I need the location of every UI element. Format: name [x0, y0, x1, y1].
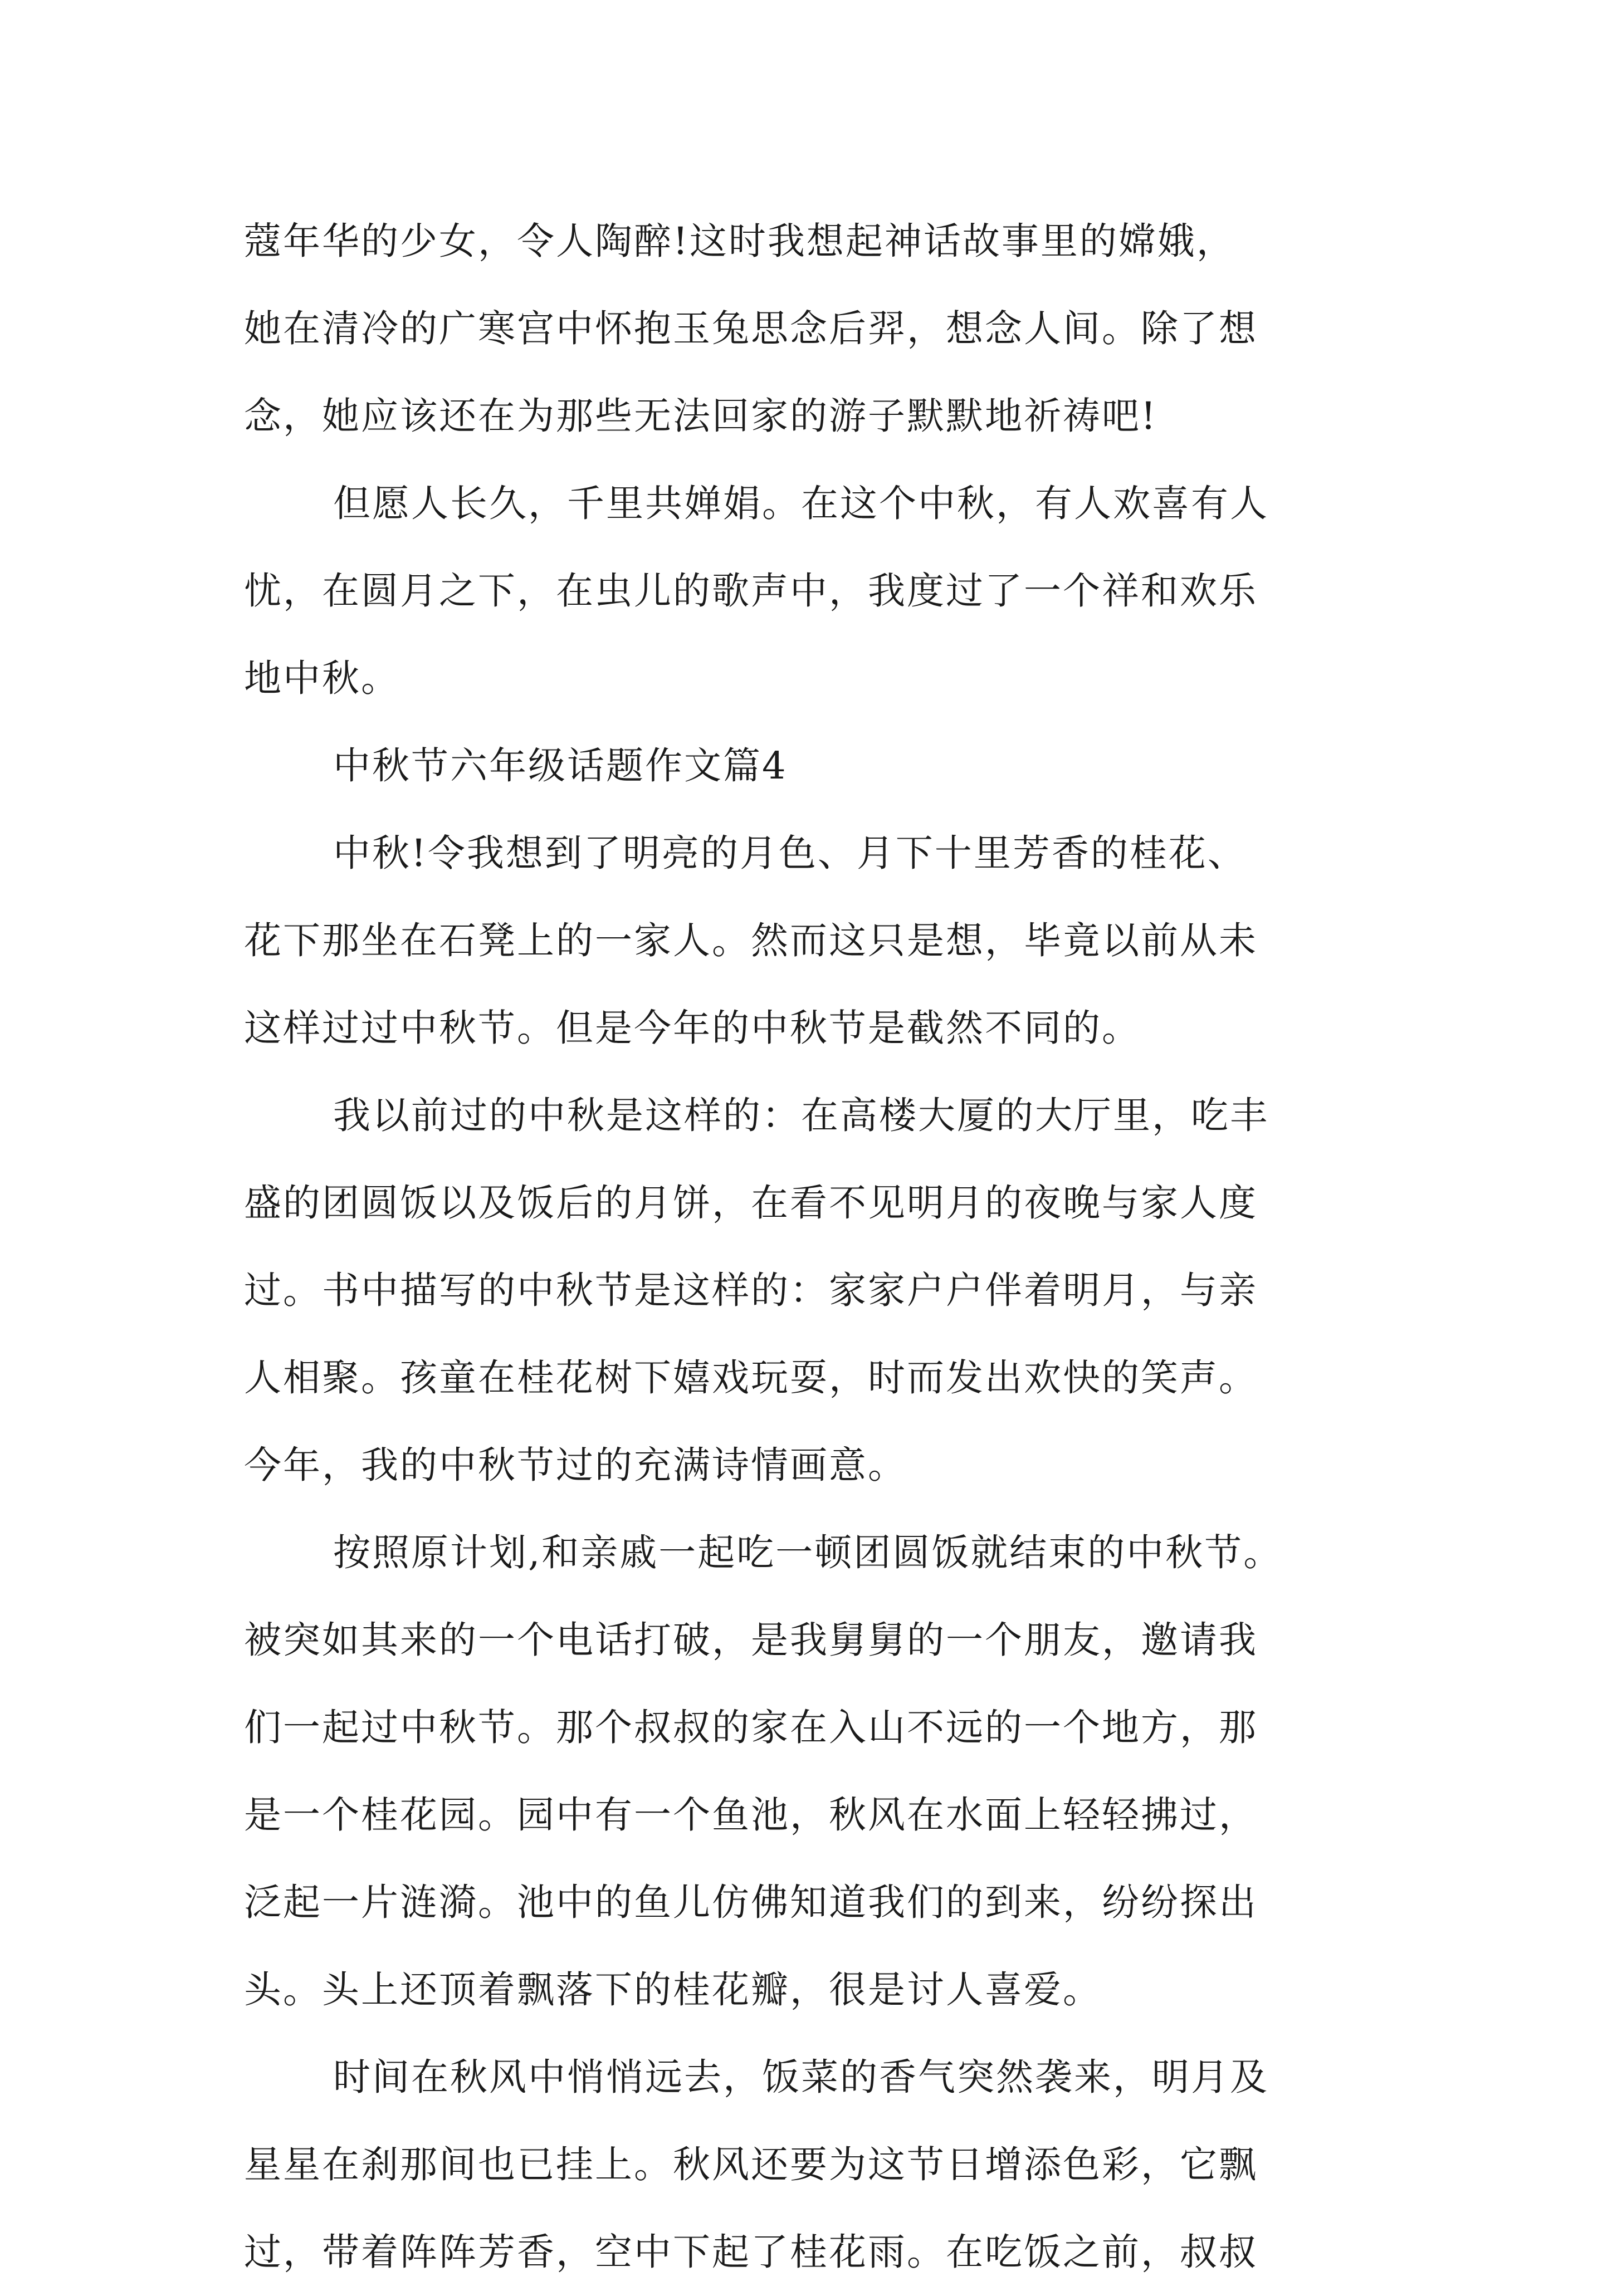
text-line: 蔻年华的少女，令人陶醉!这时我想起神话故事里的嫦娥， — [244, 219, 1235, 263]
paragraph-3 — [244, 810, 1380, 1072]
text-line: 念，她应该还在为那些无法回家的游子默默地祈祷吧! — [244, 394, 1157, 438]
paragraph-4 — [244, 1072, 1380, 1509]
text-line: 星星在刹那间也已挂上。秋风还要为这节日增添色彩，它飘 — [244, 2143, 1258, 2186]
text-line: 盛的团圆饭以及饭后的月饼，在看不见明月的夜晚与家人度 — [244, 1181, 1258, 1225]
section-heading: 中秋节六年级话题作文篇4 — [333, 744, 788, 787]
paragraph-2 — [244, 460, 1380, 722]
paragraph-1 — [244, 198, 1380, 460]
text-line: 按照原计划,和亲戚一起吃一顿团圆饭就结束的中秋节。 — [333, 1531, 1283, 1574]
text-line: 她在清冷的广寒宫中怀抱玉兔思念后羿，想念人间。除了想 — [244, 307, 1258, 350]
text-line: 是一个桂花园。园中有一个鱼池，秋风在水面上轻轻拂过， — [244, 1793, 1258, 1837]
text-line: 过，带着阵阵芳香，空中下起了桂花雨。在吃饭之前，叔叔 — [244, 2230, 1258, 2274]
text-line: 人相聚。孩童在桂花树下嬉戏玩耍，时而发出欢快的笑声。 — [244, 1356, 1258, 1399]
text-line: 头。头上还顶着飘落下的桂花瓣，很是讨人喜爱。 — [244, 1968, 1102, 2011]
text-line: 但愿人长久，千里共婵娟。在这个中秋，有人欢喜有人 — [333, 482, 1269, 525]
text-line: 这样过过中秋节。但是今年的中秋节是截然不同的。 — [244, 1006, 1141, 1050]
text-line: 中秋!令我想到了明亮的月色、月下十里芳香的桂花、 — [333, 831, 1247, 875]
text-line: 泛起一片涟漪。池中的鱼儿仿佛知道我们的到来，纷纷探出 — [244, 1881, 1258, 1924]
text-line: 地中秋。 — [244, 657, 400, 700]
text-line: 忧，在圆月之下，在虫儿的歌声中，我度过了一个祥和欢乐 — [244, 569, 1258, 613]
paragraph-5 — [244, 1509, 1380, 2034]
text-line: 我以前过的中秋是这样的：在高楼大厦的大厅里，吃丰 — [333, 1094, 1269, 1137]
text-line: 时间在秋风中悄悄远去，饭菜的香气突然袭来，明月及 — [333, 2055, 1269, 2099]
paragraph-6 — [244, 2034, 1380, 2296]
text-line: 被突如其来的一个电话打破，是我舅舅的一个朋友，邀请我 — [244, 1618, 1258, 1662]
text-line: 花下那坐在石凳上的一家人。然而这只是想，毕竟以前从未 — [244, 919, 1258, 962]
text-line: 今年，我的中秋节过的充满诗情画意。 — [244, 1443, 907, 1487]
text-line: 们一起过中秋节。那个叔叔的家在入山不远的一个地方，那 — [244, 1706, 1258, 1749]
text-line: 过。书中描写的中秋节是这样的：家家户户伴着明月，与亲 — [244, 1269, 1258, 1312]
document-body — [244, 198, 1380, 2296]
